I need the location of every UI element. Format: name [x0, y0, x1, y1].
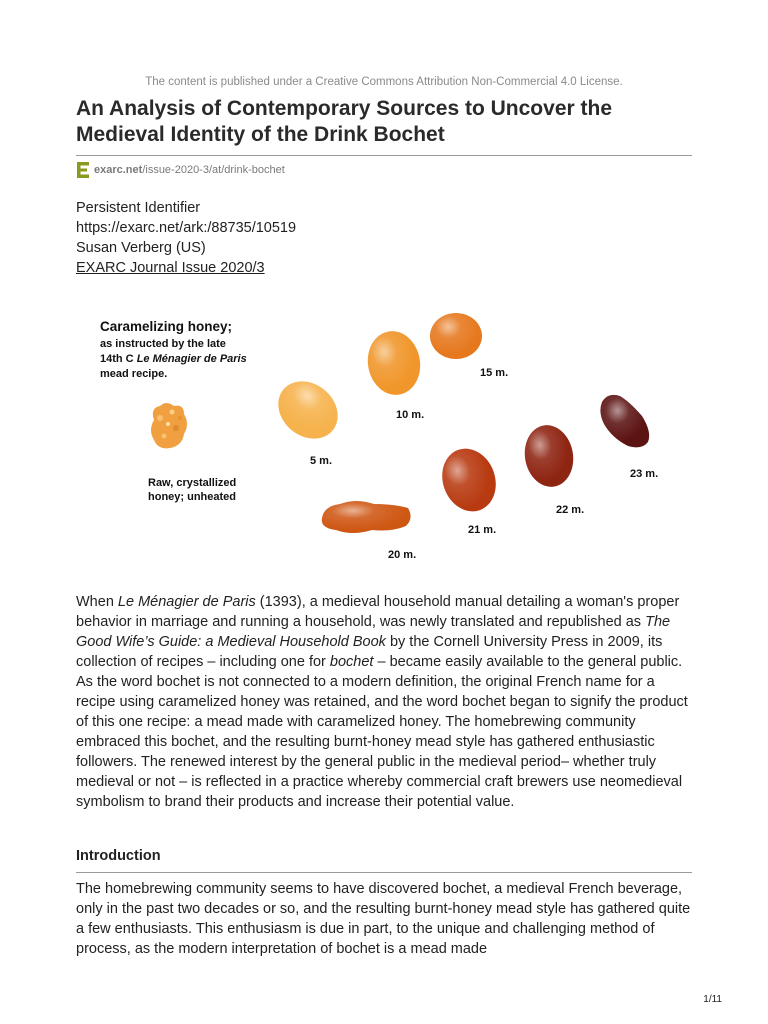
honey-sample-15m	[430, 313, 482, 359]
label-5m: 5 m.	[310, 455, 333, 467]
label-15m: 15 m.	[480, 367, 509, 379]
section-heading-introduction: Introduction	[76, 848, 161, 864]
raw-label-1: Raw, crystallized	[148, 477, 237, 489]
section-divider	[76, 872, 692, 873]
article-meta	[76, 198, 296, 278]
title-line-1: An Analysis of Contemporary Sources to Uncover the	[76, 97, 613, 120]
figure-subtitle-3: mead recipe.	[100, 368, 168, 380]
source-line	[76, 160, 285, 180]
honey-sample-22m	[520, 421, 578, 490]
honey-sample-10m	[363, 327, 425, 399]
body-paragraph-1: When Le Ménagier de Paris (1393), a medieval household manual detailing a woman's proper behavior in marriage and running a household, was newly translated and republished as The Good Wife’s Guide: a Medieval Household Book by the Cornell University Press in 2009, its collection of recipes – including one for bochet – became easily available to the general public. As the word bochet is not connected to a modern definition, the original French name for a recipe using caramelized honey was retained, and the word bochet began to signify the product of this one recipe: a mead made with caramelized honey. The homebrewing community embraced this bochet, and the resulting burnt-honey mead style has gathered enthusiastic followers. The renewed interest by the general public in the medieval period– whether truly medieval or not – is reflected in a practice whereby commercial craft brewers use neomedieval symbolism to brand their products and increase their potential value.	[76, 594, 688, 810]
honey-sample-23m	[600, 395, 649, 447]
source-path[interactable]: /issue-2020-3/at/drink-bochet	[142, 164, 285, 176]
label-22m: 22 m.	[556, 504, 585, 516]
honey-sample-20m	[322, 501, 411, 533]
label-10m: 10 m.	[396, 409, 425, 421]
page-number: 1/11	[703, 994, 722, 1005]
caramelizing-honey-figure	[76, 300, 692, 576]
figure-subtitle-1: as instructed by the late	[100, 338, 226, 350]
figure-subtitle-2-prefix: 14th C	[100, 353, 137, 365]
label-21m: 21 m.	[468, 524, 497, 536]
figure-subtitle-2	[100, 353, 247, 365]
honey-sample-5m	[267, 370, 349, 451]
label-23m: 23 m.	[630, 468, 659, 480]
figure-title: Caramelizing honey;	[100, 319, 233, 334]
license-notice: The content is published under a Creative Commons Attribution Non-Commercial 4.0 License.	[145, 76, 623, 88]
title-line-2: Medieval Identity of the Drink Bochet	[76, 123, 445, 146]
honey-sample-21m	[434, 441, 505, 519]
identifier-label: Persistent Identifier	[76, 200, 201, 216]
source-host[interactable]: exarc.net	[94, 164, 143, 176]
figure-subtitle-2-italic: Le Ménagier de Paris	[136, 353, 247, 365]
journal-link[interactable]: EXARC Journal Issue 2020/3	[76, 260, 265, 276]
exarc-logo-icon	[76, 161, 90, 179]
page-title	[76, 96, 676, 148]
raw-label-2: honey; unheated	[148, 491, 237, 503]
body-paragraph-2: The homebrewing community seems to have discovered bochet, a medieval French beverage, only in the past two decades or so, and the resulting burnt-honey mead style has gathered quite a few enthusiasts. This enthusiasm is due in part, to the unique and challenging method of process, as the modern interpretation of bochet is a mead made	[76, 881, 691, 957]
identifier-url: https://exarc.net/ark:/88735/10519	[76, 220, 297, 236]
honey-sample-raw	[151, 403, 187, 448]
title-divider	[76, 155, 692, 156]
label-20m: 20 m.	[388, 549, 417, 561]
author: Susan Verberg (US)	[76, 240, 206, 256]
